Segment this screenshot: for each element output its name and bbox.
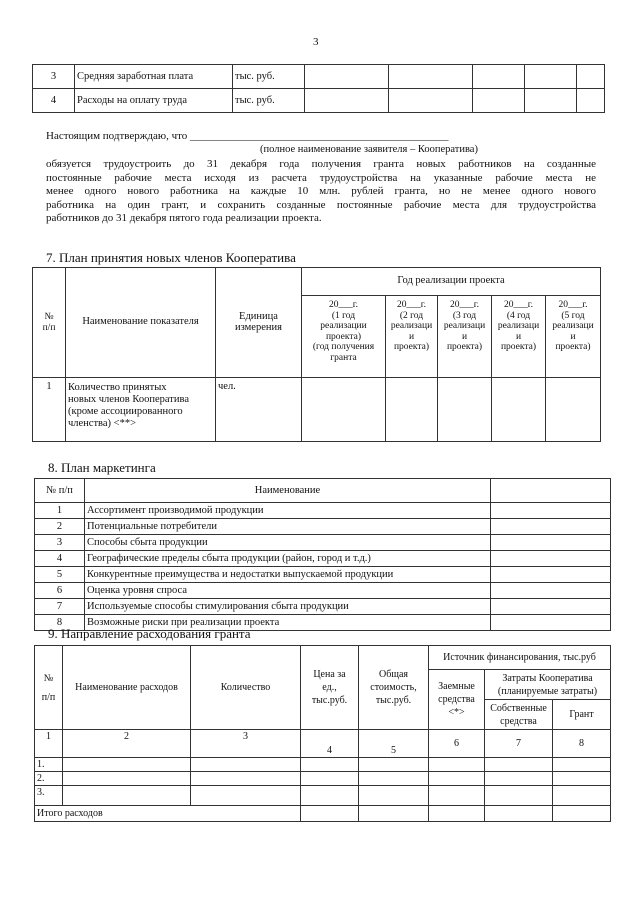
col-unit-header: Единица измерения — [216, 268, 302, 378]
row-number: 3 — [33, 65, 75, 89]
table-row: 1. — [35, 758, 611, 772]
col-name-header: Наименование показателя — [66, 268, 216, 378]
body-line: обязуется трудоустроить до 31 декабря года получения гранта новых работников на созданные — [46, 158, 596, 170]
col-qty-header: Количество — [191, 646, 301, 730]
section-8-table — [34, 478, 611, 631]
row-unit: тыс. руб. — [233, 89, 305, 113]
table-row — [33, 378, 601, 442]
section-9-table — [34, 645, 611, 822]
col-loan-header: Заемные средства <*> — [429, 670, 485, 730]
body-line: постоянные рабочие места исходя из расчета трудоустройства на указанные рабочие места не — [46, 171, 596, 184]
row-name: Расходы на оплату труда — [75, 89, 233, 113]
table-row: 3. — [35, 786, 611, 806]
col-name-header: Наименование — [85, 479, 491, 503]
row-name: Количество принятых новых членов Кооператива (кроме ассоциированного членства) <**> — [66, 378, 216, 442]
table-row: 7 Используемые способы стимулирования сбыта продукции — [35, 599, 611, 615]
table-row: 6 Оценка уровня спроса — [35, 583, 611, 599]
body-line: работника на один грант, и сохранить созданные постоянные рабочие места для трудоустройства — [46, 198, 596, 211]
section-7-title: 7. План принятия новых членов Кооператива — [46, 250, 296, 265]
year-2-header: 20___г. (2 год реализаци и проекта) — [386, 296, 438, 378]
row-unit: чел. — [216, 378, 302, 442]
table-row: 4 Географические пределы сбыта продукции (район, город и т.д.) — [35, 551, 611, 567]
row-unit: тыс. руб. — [233, 65, 305, 89]
coop-header: Затраты Кооператива (планируемые затраты) — [485, 670, 611, 700]
row-number: 4 — [33, 89, 75, 113]
top-table — [32, 64, 605, 113]
year-5-header: 20___г. (5 год реализаци и проекта) — [546, 296, 601, 378]
confirmation-intro — [46, 130, 449, 144]
source-header: Источник финансирования, тыс.руб — [429, 646, 611, 670]
row-name: Средняя заработная плата — [75, 65, 233, 89]
col-own-header: Собственные средства — [485, 700, 553, 730]
table-row: 5 Конкурентные преимущества и недостатки выпускаемой продукции — [35, 567, 611, 583]
col-total-header: Общая стоимость, тыс.руб. — [359, 646, 429, 730]
year-1-header: 20___г. (1 год реализации проекта) (год получения гранта — [302, 296, 386, 378]
confirmation-intro-text: Настоящим подтверждаю, что — [46, 130, 188, 142]
col-grant-header: Грант — [553, 700, 611, 730]
table-row: 2 Потенциальные потребители — [35, 519, 611, 535]
section-9-title: 9. Направление расходования гранта — [48, 626, 251, 641]
confirmation-caption: (полное наименование заявителя – Кооператива) — [260, 144, 478, 155]
body-line: менее одного нового работника на каждые 10 млн. рублей гранта, но не менее одного нового — [46, 185, 596, 197]
col-num-header: № п/п — [35, 646, 63, 730]
col-price-header: Цена за ед., тыс.руб. — [301, 646, 359, 730]
row-number: 1 — [33, 378, 66, 442]
table-row: 3 Способы сбыта продукции — [35, 535, 611, 551]
confirmation-blank: _______________________________________________ — [190, 130, 449, 142]
table-row — [33, 65, 605, 89]
column-numbers-row: 1 2 3 4 5 6 7 8 — [35, 730, 611, 758]
table-row: 8 Возможные риски при реализации проекта — [35, 615, 611, 631]
total-row: Итого расходов — [35, 806, 611, 822]
col-num-header: № п/п — [35, 479, 85, 503]
col-name-header: Наименование расходов — [63, 646, 191, 730]
col-num-header: № п/п — [33, 268, 66, 378]
year-4-header: 20___г. (4 год реализаци и проекта) — [492, 296, 546, 378]
confirmation-body — [46, 158, 596, 226]
year-3-header: 20___г. (3 год реализаци и проекта) — [438, 296, 492, 378]
section-7-table — [32, 267, 601, 442]
year-group-header: Год реализации проекта — [302, 268, 601, 296]
section-8-title: 8. План маркетинга — [48, 460, 156, 475]
table-row: 2. — [35, 772, 611, 786]
page-number: 3 — [313, 36, 319, 48]
body-line: работников до 31 декабря пятого года реализации проекта. — [46, 212, 322, 224]
table-row — [33, 89, 605, 113]
table-row: 1 Ассортимент производимой продукции — [35, 503, 611, 519]
